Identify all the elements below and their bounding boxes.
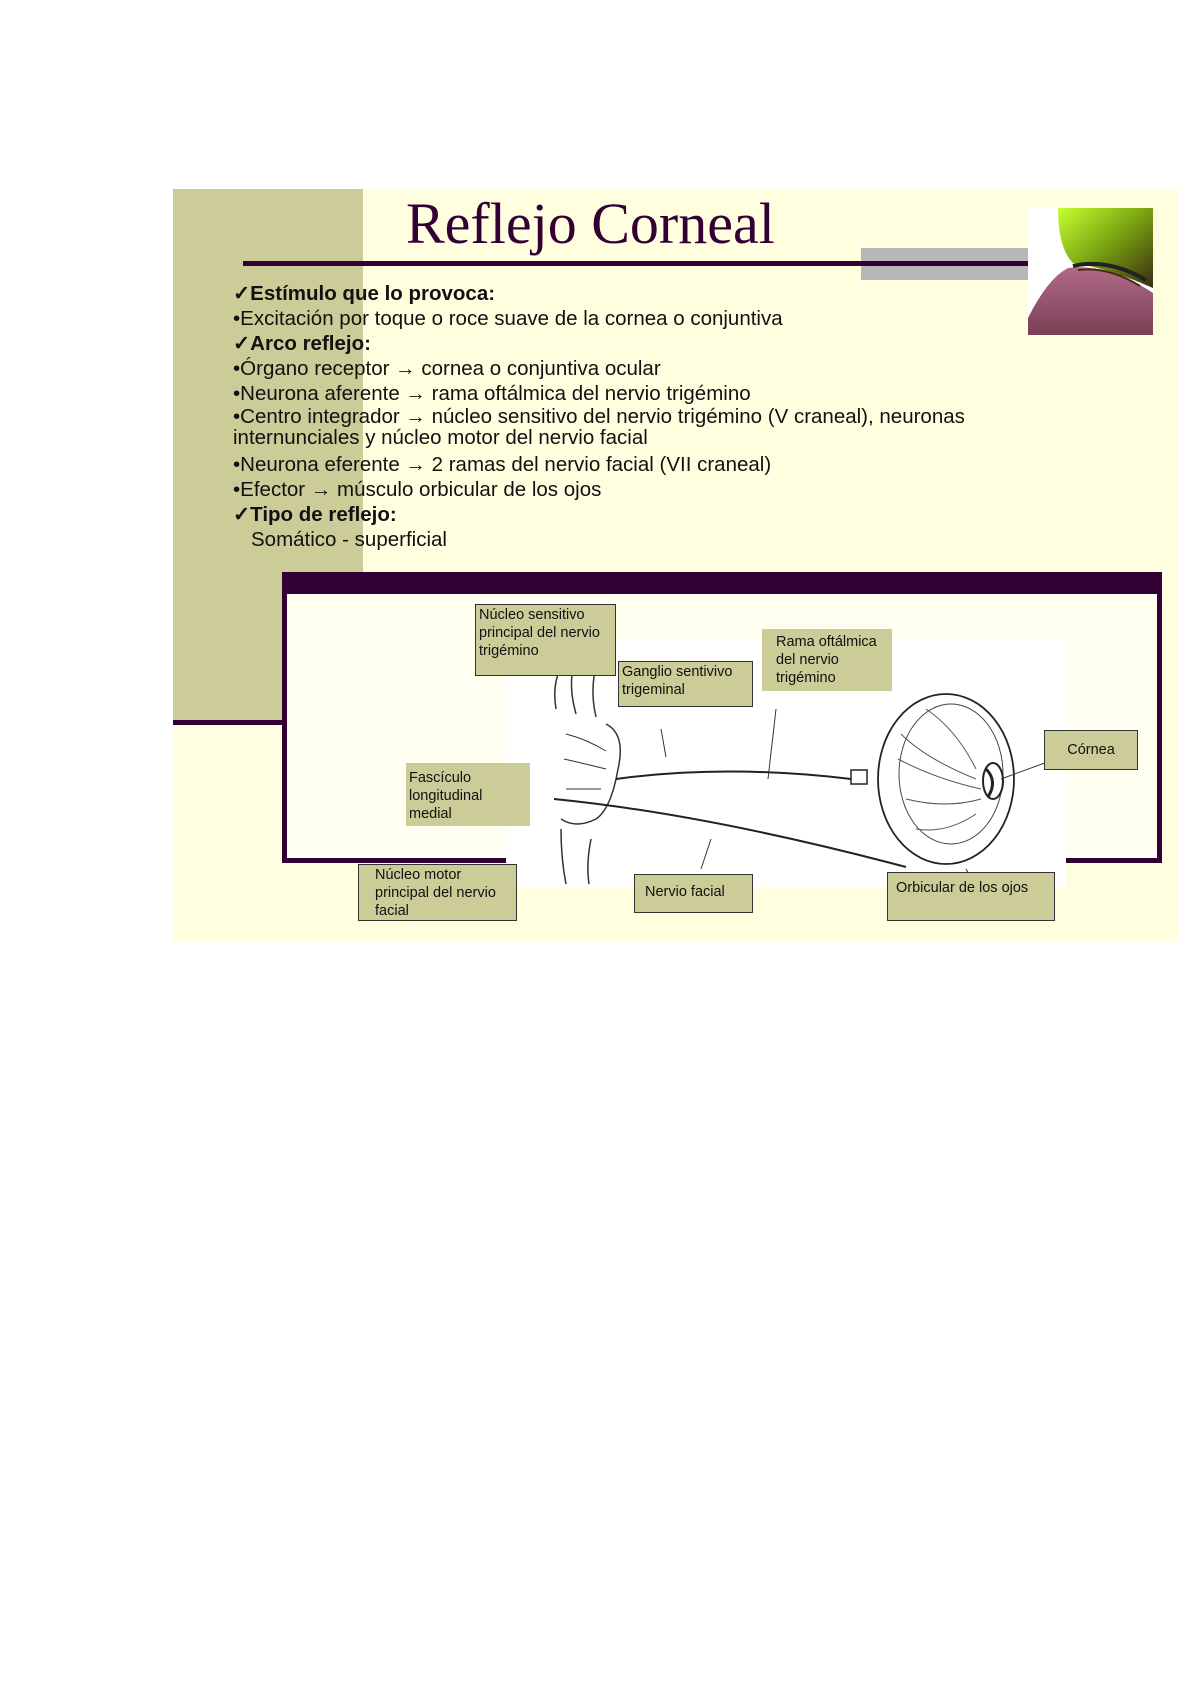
bullet-list [233,281,1033,552]
bullet-receptor: •Órgano receptor → cornea o conjuntiva ocular [233,357,661,380]
side-rule [173,720,283,725]
label-orbicular: Orbicular de los ojos [887,872,1055,921]
bullet-afferent: •Neurona aferente → rama oftálmica del nervio trigémino [233,382,751,405]
title-rule [243,261,1033,266]
label-fasciculo: Fascículo longitudinal medial [406,763,530,826]
bullet-arc-heading: ✓Arco reflejo: [233,332,371,355]
bullet-effector: •Efector → músculo orbicular de los ojos [233,478,602,501]
bullet-type: Somático - superficial [251,528,447,551]
slide-title: Reflejo Corneal [406,191,775,256]
bullet-type-heading: ✓Tipo de reflejo: [233,503,397,526]
eye-photo [1028,208,1153,335]
label-nervio-facial: Nervio facial [634,874,753,913]
label-rama-oftalmica: Rama oftálmica del nervio trigémino [762,629,892,691]
bullet-efferent: •Neurona eferente → 2 ramas del nervio facial (VII craneal) [233,453,772,476]
label-ganglio: Ganglio sentivivo trigeminal [618,661,753,707]
label-cornea: Córnea [1044,730,1138,770]
label-nucleo-motor: Núcleo motor principal del nervio facial [358,864,517,921]
bullet-stimulus: •Excitación por toque o roce suave de la cornea o conjuntiva [233,307,783,330]
bullet-integrator: •Centro integrador → núcleo sensitivo del nervio trigémino (V craneal), neuronas internunciales y núcleo motor del nervio facial [233,405,965,449]
slide [173,189,1178,941]
label-nucleo-sensitivo: Núcleo sensitivo principal del nervio trigémino [475,604,616,676]
bullet-stimulus-heading: ✓Estímulo que lo provoca: [233,282,496,305]
